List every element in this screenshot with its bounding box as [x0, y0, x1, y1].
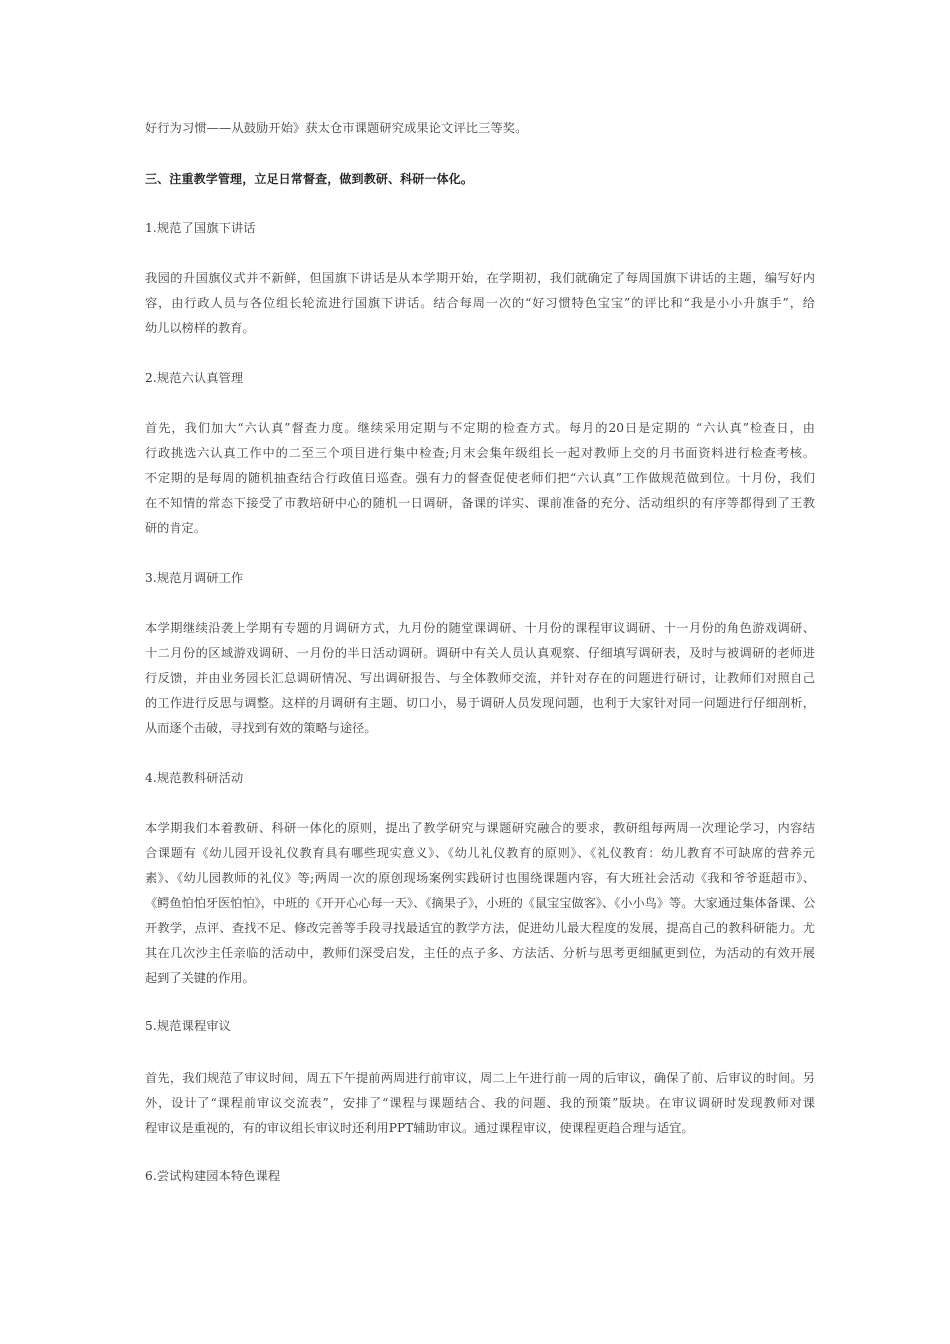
text-line: 合课题有《幼儿园开设礼仪教育具有哪些现实意义》、《幼儿礼仪教育的原则》、《礼仪教育：幼儿教育不可缺席的营养元: [145, 846, 815, 860]
text-line: 行反馈，并由业务园长汇总调研情况、写出调研报告、与全体教师交流，并针对存在的问题进行研讨，让教师们对照自己: [145, 671, 815, 685]
text-line: 外，设计了“课程前审议交流表”，安排了“课程与课题结合、我的问题、我的预策”版块。在审议调研时发现教师对课: [145, 1096, 815, 1110]
text-line: 程审议是重视的，有的审议组长审议时还利用PPT辅助审议。通过课程审议，使课程更趋合理与适宜。: [145, 1121, 694, 1135]
text-line: 本学期继续沿袭上学期有专题的月调研方式，九月份的随堂课调研、十月份的课程审议调研、十一月份的角色游戏调研、: [145, 621, 815, 635]
subsection-body-1: [145, 266, 815, 341]
text-line: 首先，我们加大“六认真”督查力度。继续采用定期与不定期的检查方式。每月的20日是定期的 “六认真”检查日，由: [145, 421, 815, 435]
text-line: 行政挑选六认真工作中的二至三个项目进行集中检查;月末会集年级组长一起对教师上交的月书面资料进行检查考核。: [145, 446, 815, 460]
subsection-title-1: 1.规范了国旗下讲话: [145, 221, 256, 235]
text-line: 素》、《幼儿园教师的礼仪》等;两周一次的原创现场案例实践研讨也围绕课题内容，有大班社会活动《我和爷爷逛超市》、: [145, 871, 815, 885]
text-line: 我园的升国旗仪式并不新鲜，但国旗下讲话是从本学期开始，在学期初，我们就确定了每周国旗下讲话的主题，编写好内: [145, 271, 815, 285]
text-line: 研的肯定。: [145, 521, 206, 535]
text-line: 不定期的是每周的随机抽查结合行政值日巡查。强有力的督查促使老师们把“六认真”工作做规范做到位。十月份，我们: [145, 471, 815, 485]
text-line: 的工作进行反思与调整。这样的月调研有主题、切口小，易于调研人员发现问题，也利于大家针对同一问题进行仔细剖析，: [145, 696, 815, 710]
text-line: 从而逐个击破，寻找到有效的策略与途径。: [145, 721, 377, 735]
subsection-body-2: [145, 416, 815, 541]
text-line: 开教学，点评、查找不足、修改完善等手段寻找最适宜的教学方法，促进幼儿最大程度的发展，提高自己的教科研能力。尤: [145, 921, 815, 935]
subsection-title-3: 3.规范月调研工作: [145, 571, 244, 585]
text-line: 十二月份的区域游戏调研、一月份的半日活动调研。调研中有关人员认真观察、仔细填写调研表，及时与被调研的老师进: [145, 646, 815, 660]
text-line: 首先，我们规范了审议时间，周五下午提前两周进行前审议，周二上午进行前一周的后审议，确保了前、后审议的时间。另: [145, 1071, 815, 1085]
text-line: 在不知情的常态下接受了市教培研中心的随机一日调研，备课的详实、课前准备的充分、活动组织的有序等都得到了王教: [145, 496, 815, 510]
text-line: 本学期我们本着教研、科研一体化的原则，提出了教学研究与课题研究融合的要求，教研组每两周一次理论学习，内容结: [145, 821, 815, 835]
subsection-body-4: [145, 816, 815, 991]
subsection-title-2: 2.规范六认真管理: [145, 371, 244, 385]
section-heading: 三、注重教学管理，立足日常督查，做到教研、科研一体化。: [145, 172, 474, 186]
subsection-title-6: 6.尝试构建园本特色课程: [145, 1169, 281, 1183]
text-line: 幼儿以榜样的教育。: [145, 321, 255, 335]
text-line: 《鳄鱼怕怕牙医怕怕》，中班的《开开心心每一天》、《摘果子》，小班的《鼠宝宝做客》、《小小鸟》等。大家通过集体备课、公: [145, 896, 816, 910]
text-line: 容，由行政人员与各位组长轮流进行国旗下讲话。结合每周一次的“好习惯特色宝宝”的评比和“我是小小升旗手”，给: [145, 296, 815, 310]
subsection-body-3: [145, 616, 815, 741]
subsection-title-5: 5.规范课程审议: [145, 1019, 231, 1033]
text-line: 其在几次沙主任亲临的活动中，教师们深受启发，主任的点子多、方法活、分析与思考更细腻更到位，为活动的有效开展: [145, 946, 815, 960]
subsection-body-5: [145, 1066, 815, 1141]
text-line: 起到了关键的作用。: [145, 971, 255, 985]
intro-line: 好行为习惯——从鼓励开始》获太仓市课题研究成果论文评比三等奖。: [145, 121, 528, 135]
subsection-title-4: 4.规范教科研活动: [145, 771, 244, 785]
